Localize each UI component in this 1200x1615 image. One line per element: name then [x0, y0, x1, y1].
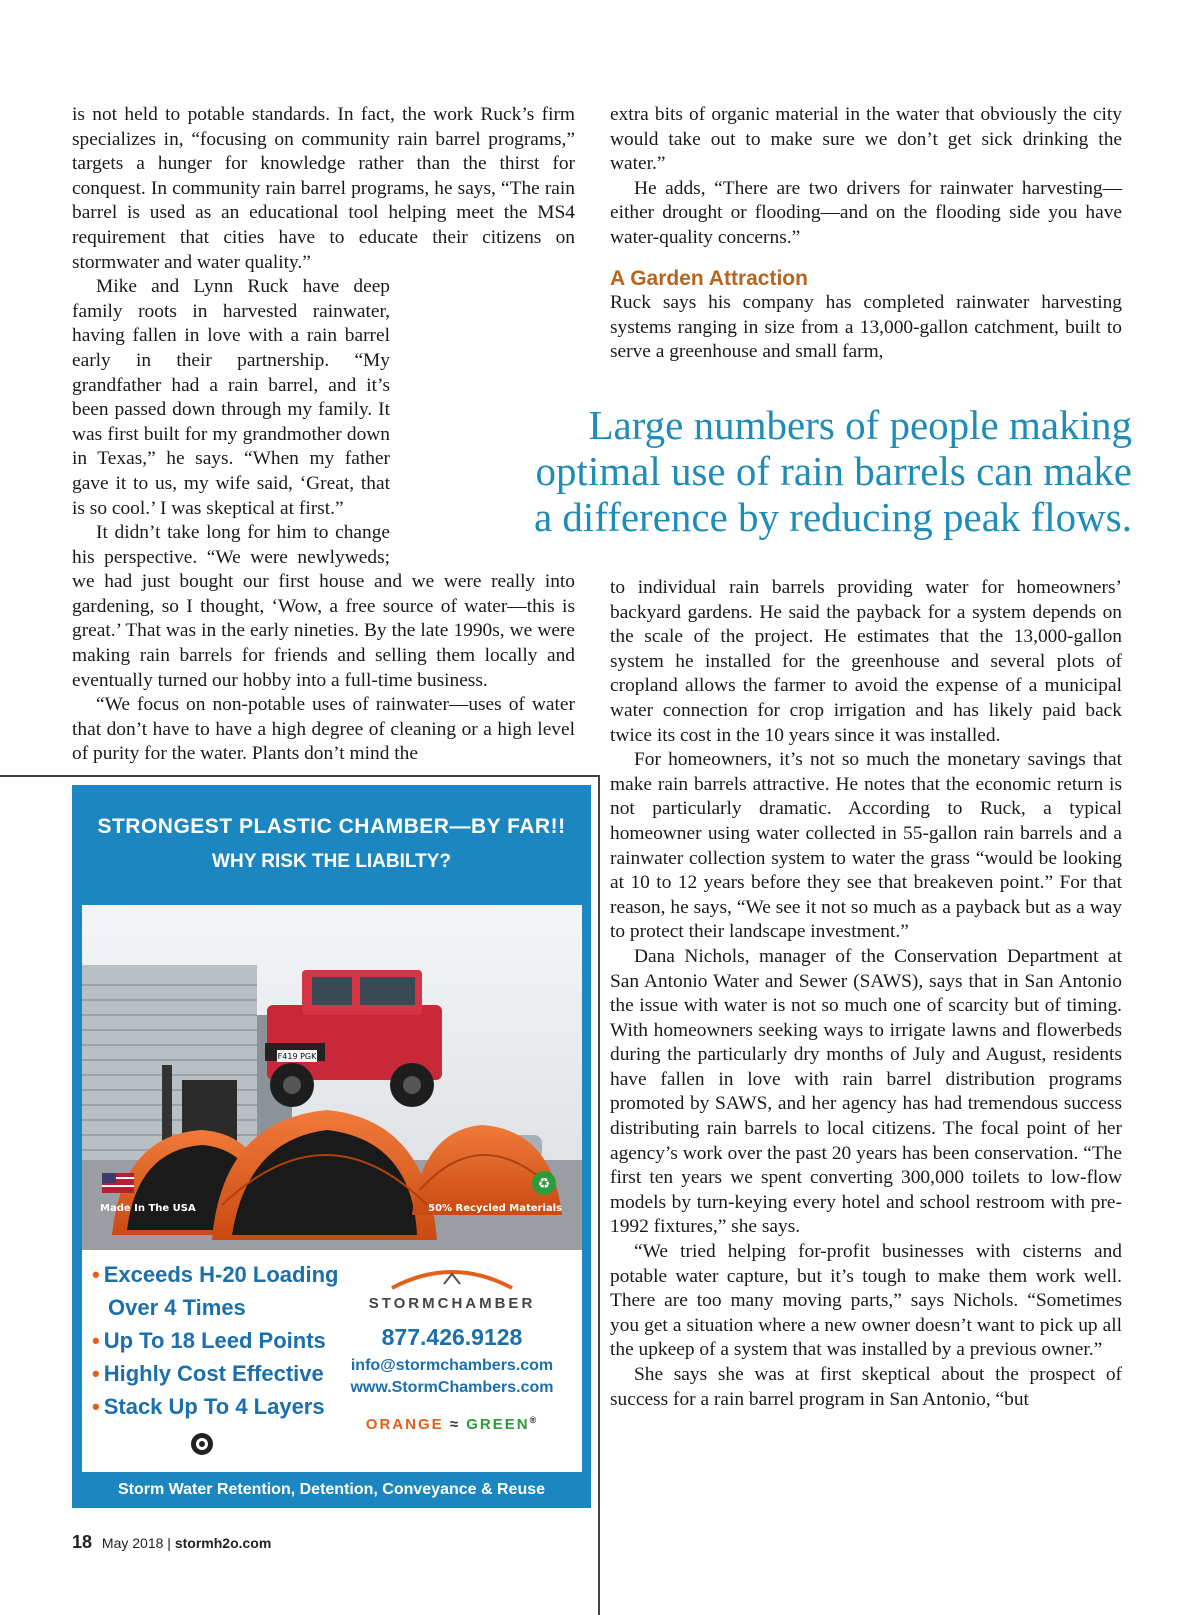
- body-paragraph: Dana Nichols, manager of the Conservation Department at San Antonio Water and Sewer (SAWS), says that in San Antonio the issue with water is not so much one of scarcity but of timing. With homeowners seeking ways to irrigate lawns and flowerbeds during the particularly dry months of July and August, residents have fallen in love with rain barrel distribution programs promoted by SAWS, and her agency has had tremendous success distributing rain barrels to local citizens. The focal point of her agency’s work over the past 20 years has been conservation. “The first ten years we spent converting 300,000 toilets to low-flow models by turn-keying every hotel and school restroom with pre-1992 fixtures,” she says.: [610, 945, 1122, 1238]
- brand-block: [332, 1262, 572, 1433]
- folio-separator: |: [167, 1535, 171, 1551]
- certification-seal-icon: [190, 1432, 214, 1456]
- pull-quote-line: optimal use of rain barrels can make: [535, 448, 1132, 494]
- body-paragraph: He adds, “There are two drivers for rainwater harvesting—either drought or flooding—and on the flooding side you have water-quality concerns.”: [610, 177, 1122, 248]
- phone-number[interactable]: 877.426.9128: [381, 1324, 523, 1350]
- ad-headline-line2: WHY RISK THE LIABILTY?: [212, 851, 451, 872]
- right-column-top: [610, 103, 1122, 365]
- ad-product-photo: [82, 905, 582, 1250]
- ad-headline: [72, 815, 591, 873]
- made-in-usa-label: Made In The USA: [100, 1203, 196, 1214]
- brand-name: STORMCHAMBER: [368, 1295, 536, 1312]
- body-paragraph: to individual rain barrels providing water for homeowners’ backyard gardens. He said the payback for a system depends on the scale of the project. He estimates that the 13,000-gallon system he installed for the greenhouse and several plots of cropland allows the farmer to avoid the expense of a municipal water connection for crop irrigation and has likely paid back twice its cost in the 10 years since it was installed.: [610, 577, 1122, 746]
- page-number: 18: [72, 1532, 93, 1552]
- feature-item: • Highly Cost Effective: [92, 1361, 324, 1386]
- body-paragraph: For homeowners, it’s not so much the monetary savings that make rain barrels attractive. He notes that the economic return is not particularly dramatic. According to Ruck, a typical homeowner using water collected in 55-gallon rain barrels and a rainwater collection system to water the grass “would be looking at 10 to 12 years before they see that breakeven point.” For that reason, he says, “We see it not so much as a payback but as a way to protect their landscape investment.”: [610, 749, 1122, 943]
- site-url[interactable]: stormh2o.com: [174, 1535, 272, 1551]
- body-paragraph: “We tried helping for-profit businesses with cisterns and potable water capture, but it’s tough to make them work well. There are too many moving parts,” says Nichols. “Sometimes you get a situation where a new owner doesn’t want to pick up all the upkeep of a system that was installed by a previous owner.”: [610, 1241, 1122, 1361]
- pull-quote: [460, 402, 1132, 540]
- body-paragraph: Ruck says his company has completed rainwater harvesting systems ranging in size from a 13,000-gallon catchment, built to serve a greenhouse and small farm,: [610, 292, 1122, 363]
- email-link[interactable]: info@stormchambers.com: [350, 1357, 554, 1374]
- stormchamber-advertisement[interactable]: [72, 785, 591, 1508]
- chamber-truck-illustration: [82, 905, 582, 1250]
- feature-item: • Stack Up To 4 Layers: [92, 1394, 325, 1419]
- recycled-materials-label: 50% Recycled Materials: [428, 1203, 562, 1214]
- svg-text:♻: ♻: [537, 1176, 551, 1192]
- feature-item: • Exceeds H-20 Loading: [92, 1262, 339, 1287]
- body-paragraph: She says she was at first skeptical about the prospect of success for a rain barrel program in San Antonio, “but: [610, 1364, 1122, 1410]
- pull-quote-line: Large numbers of people making: [588, 402, 1132, 448]
- partner-logo: ORANGE ≈ GREEN®: [365, 1415, 539, 1433]
- body-paragraph: Mike and Lynn Ruck have deep family roots in harvested rainwater, having fallen in love with a rain barrel early in their partnership. “My grandfather had a rain barrel, and it’s been passed down through my family. It was first built for my grandmother down in Texas,” he says. “When my father gave it to us, my wife said, ‘Great, that is so cool.’ I was skeptical at first.”: [72, 276, 390, 519]
- ad-frame-rule-horizontal: [0, 775, 600, 777]
- body-paragraph: is not held to potable standards. In fact, the work Ruck’s firm specializes in, “focusing on community rain barrel programs,” targets a hunger for knowledge rather than the thirst for conquest. In community rain barrel programs, he says, “The rain barrel is used as an educational tool helping meet the MS4 requirement that cities have to educate their citizens on stormwater and water quality.”: [72, 104, 575, 273]
- feature-item: • Up To 18 Leed Points: [92, 1328, 326, 1353]
- ad-headline-line1: STRONGEST PLASTIC CHAMBER—BY FAR!!: [97, 815, 566, 838]
- ad-info-panel: [82, 1250, 582, 1472]
- right-column-bottom: [610, 576, 1122, 1412]
- license-plate-text: F419 PGK: [277, 1052, 317, 1061]
- ad-feature-list: [92, 1258, 338, 1423]
- pull-quote-line: a difference by reducing peak flows.: [533, 494, 1132, 540]
- body-paragraph: extra bits of organic material in the water that obviously the city would take out to make sure we don’t get sick drinking the water.”: [610, 104, 1122, 175]
- feature-item: Over 4 Times: [108, 1295, 246, 1320]
- body-paragraph: “We focus on non-potable uses of rainwater—uses of water that don’t have to have a high degree of cleaning or a high level of purity for the water. Plants don’t mind the: [72, 694, 575, 765]
- page-folio: [72, 1532, 271, 1553]
- issue-date: May 2018: [101, 1535, 164, 1551]
- section-subhead: A Garden Attraction: [610, 266, 808, 290]
- ad-frame-rule-vertical: [598, 775, 600, 1615]
- stormchamber-logo-icon: [382, 1262, 522, 1290]
- ad-footer-tagline: Storm Water Retention, Detention, Conveyance & Reuse: [117, 1481, 546, 1498]
- website-link[interactable]: www.StormChambers.com: [350, 1379, 554, 1396]
- body-paragraph: It didn’t take long for him to change his perspective. “We were newlyweds; we had just bought our first house and we were really into gardening, so I thought, ‘Wow, a free source of water—this is great.’ That was in the early nineties. By the late 1990s, we were making rain barrels for friends and selling them locally and eventually turned our hobby into a full-time business.: [72, 522, 575, 691]
